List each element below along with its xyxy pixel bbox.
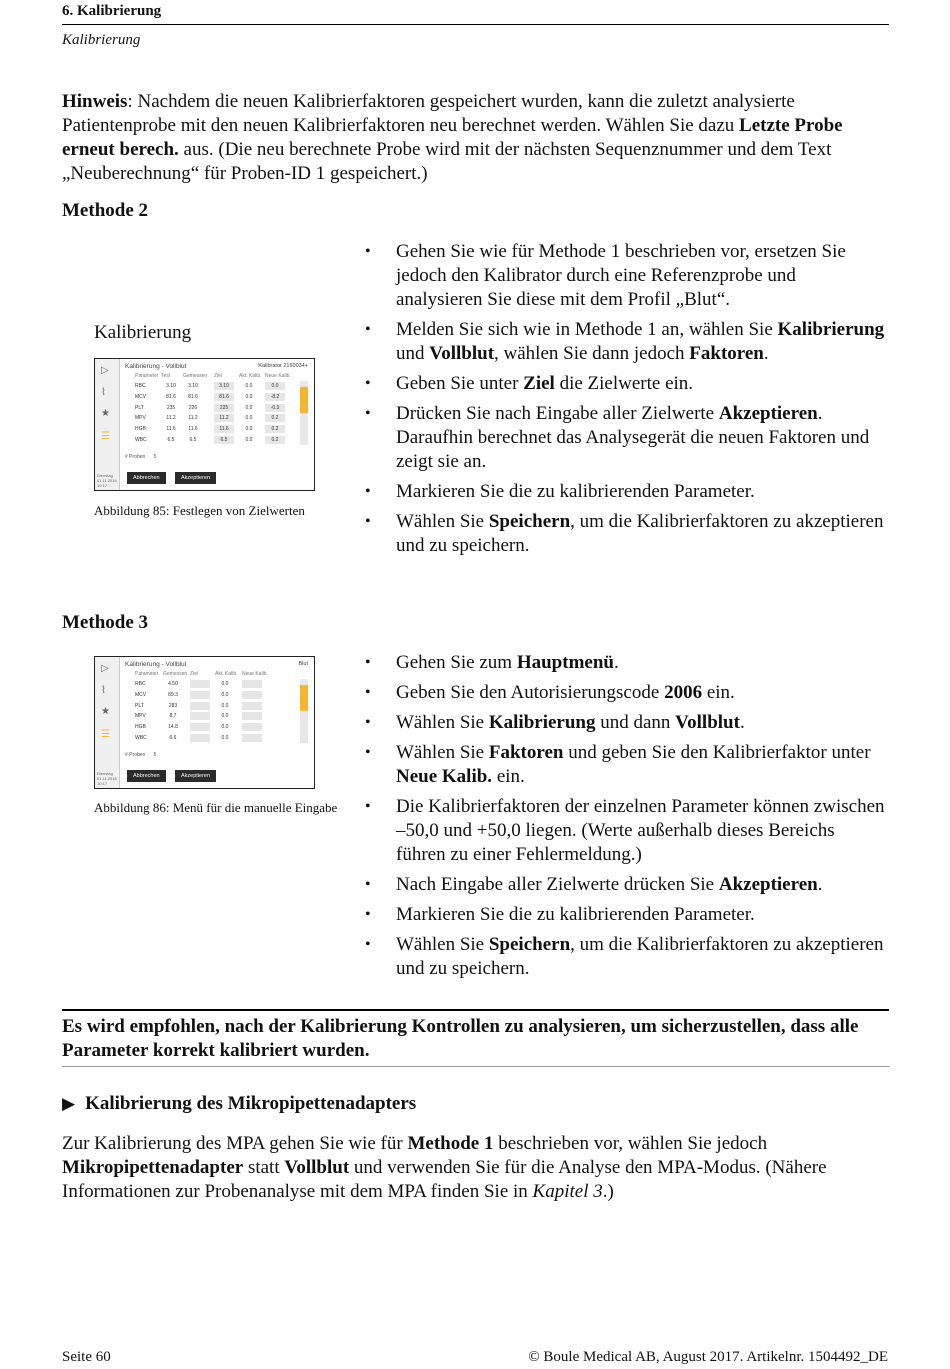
warning-rule-bottom: [62, 1066, 889, 1067]
param-name: RBC: [135, 681, 146, 687]
method3-heading: Methode 3: [62, 612, 149, 633]
table-cell[interactable]: 0.2: [265, 414, 285, 422]
list-item: • Melden Sie sich wie in Methode 1 an, wählen Sie Kalibrierung und Vollblut, wählen Sie dann jedoch Faktoren.: [365, 318, 885, 366]
section-title: Kalibrierung: [62, 32, 141, 48]
chapter-title: 6. Kalibrierung: [62, 3, 162, 19]
table-cell: 0.0: [245, 437, 253, 443]
param-name: MCV: [135, 691, 147, 698]
table-cell[interactable]: [242, 723, 262, 731]
table-cell: 11.6: [166, 426, 176, 433]
table-cell: 0.0: [245, 426, 253, 433]
sidebar: [95, 657, 120, 788]
calibrator-id: Kalibrator 2160034+: [258, 363, 308, 369]
table-cell: 11.6: [188, 426, 198, 433]
mpa-heading: ▶ Kalibrierung des Mikropipettenadapters: [62, 1093, 417, 1114]
table-cell: 3.10: [166, 383, 176, 389]
page-number: Seite 60: [62, 1349, 111, 1365]
table-cell: 3.10: [188, 383, 198, 389]
column-header: Akt. Kalib.: [215, 671, 238, 677]
calibration-screen-85: [94, 358, 315, 491]
list-item: • Die Kalibrierfaktoren der einzelnen Parameter können zwischen –50,0 und +50,0 liegen. (Werte außerhalb dieses Bereichs führen zu einer Fehlermeldung.): [365, 795, 885, 867]
table-cell[interactable]: 225: [214, 404, 234, 412]
column-header: Ziel: [190, 671, 199, 677]
table-cell[interactable]: 0.2: [265, 436, 285, 444]
profile-name: Blut: [298, 661, 308, 667]
star-icon: ★: [101, 706, 110, 717]
table-cell: 89.3: [168, 691, 178, 698]
table-cell: 14.8: [168, 724, 178, 731]
table-cell[interactable]: [242, 734, 262, 742]
accept-button[interactable]: Akzeptieren: [175, 472, 216, 484]
table-cell[interactable]: [190, 712, 210, 720]
cancel-button[interactable]: Abbrechen: [127, 770, 166, 782]
table-cell: 11.2: [166, 415, 176, 422]
cancel-button[interactable]: Abbrechen: [127, 472, 166, 484]
table-cell: 81.6: [166, 393, 176, 400]
menu-icon: ☰: [101, 729, 110, 740]
screen-title: Kalibrierung - Vollblut: [125, 363, 187, 370]
scroll-thumb[interactable]: [300, 685, 308, 711]
clock: Dienstag 01.11.2016 10:17: [97, 473, 117, 488]
table-cell: 0.0: [221, 724, 229, 731]
menu-icon: ☰: [101, 431, 110, 442]
table-cell[interactable]: -8.2: [265, 393, 285, 401]
table-cell: 0.0: [221, 681, 229, 687]
play-icon: ▷: [101, 663, 109, 674]
list-item: • Wählen Sie Faktoren und geben Sie den Kalibrierfaktor unter Neue Kalib. ein.: [365, 741, 885, 789]
table-cell: 235: [166, 404, 176, 411]
note-label: Hinweis: [62, 91, 128, 112]
header-rule: [62, 24, 889, 25]
column-header: Gemessen: [163, 671, 188, 677]
triangle-right-icon: ▶: [62, 1094, 76, 1113]
list-item: • Wählen Sie Speichern, um die Kalibrierfaktoren zu akzeptieren und zu speichern.: [365, 510, 885, 558]
figure-label: Kalibrierung: [94, 322, 192, 343]
table-cell: 6.5: [167, 437, 175, 443]
param-name: MPV: [135, 415, 146, 422]
warning-rule-top: [62, 1009, 889, 1011]
play-icon: ▷: [101, 365, 109, 376]
scroll-thumb[interactable]: [300, 387, 308, 413]
table-cell[interactable]: 0.0: [265, 382, 285, 390]
chart-icon: ⌇: [101, 685, 106, 696]
param-name: PLT: [135, 702, 144, 709]
figure-caption: Abbildung 86: Menü für die manuelle Eingabe: [94, 800, 338, 815]
clock: Dienstag 01.11.2016 10:17: [97, 771, 117, 786]
star-icon: ★: [101, 408, 110, 419]
table-cell: 0.0: [221, 735, 229, 741]
table-cell: 6.5: [189, 437, 197, 443]
table-cell: 0.0: [245, 415, 253, 422]
method2-heading: Methode 2: [62, 200, 149, 221]
list-item: • Wählen Sie Kalibrierung und dann Vollblut.: [365, 711, 885, 735]
table-cell[interactable]: [242, 680, 262, 688]
mpa-paragraph: Zur Kalibrierung des MPA gehen Sie wie für Methode 1 beschrieben vor, wählen Sie jedoch Mikropipettenadapter statt Vollblut und verwenden Sie für die Analyse den MPA-Modus. (Nähere Informationen zur Probenanalyse mit dem MPA finden Sie in Kapitel 3.): [62, 1133, 827, 1202]
chart-icon: ⌇: [101, 387, 106, 398]
table-cell[interactable]: 81.6: [214, 393, 234, 401]
param-name: HGB: [135, 724, 146, 731]
table-cell: 0.0: [245, 404, 253, 411]
list-item: • Geben Sie den Autorisierungscode 2006 ein.: [365, 681, 885, 705]
calibration-screen-86: [94, 656, 315, 789]
scrollbar[interactable]: [300, 381, 308, 445]
table-cell: 283: [168, 702, 178, 709]
table-cell: 81.6: [188, 393, 198, 400]
proben-count: # Proben 5: [125, 454, 157, 460]
param-name: WBC: [135, 437, 147, 443]
param-name: PLT: [135, 404, 144, 411]
table-cell[interactable]: 11.2: [214, 414, 234, 422]
table-cell: 8.7: [169, 713, 177, 720]
param-name: WBC: [135, 735, 147, 741]
table-cell[interactable]: [242, 691, 262, 699]
method2-steps: [365, 240, 885, 564]
param-name: HGB: [135, 426, 146, 433]
column-header: Neue Kalib.: [265, 373, 291, 379]
column-header: Test: [161, 373, 171, 379]
param-name: MPV: [135, 713, 146, 720]
table-cell: 0.0: [245, 393, 253, 400]
warning-text: Es wird empfohlen, nach der Kalibrierung Kontrollen zu analysieren, um sicherzustellen, dass alle Parameter korrekt kalibriert wurden.: [62, 1016, 859, 1061]
table-cell[interactable]: 6.5: [214, 436, 234, 444]
figure-caption: Abbildung 85: Festlegen von Zielwerten: [94, 503, 305, 518]
table-cell: 6.6: [169, 735, 177, 741]
copyright: © Boule Medical AB, August 2017. Artikelnr. 1504492_DE: [528, 1349, 888, 1365]
column-header: Ziel: [214, 373, 223, 379]
table-cell[interactable]: [242, 702, 262, 710]
screen-title: Kalibrierung - Vollblut: [125, 661, 187, 668]
table-cell[interactable]: [190, 734, 210, 742]
table-cell[interactable]: [190, 702, 210, 710]
list-item: • Gehen Sie wie für Methode 1 beschrieben vor, ersetzen Sie jedoch den Kalibrator durch eine Referenzprobe und analysieren Sie diese mit dem Profil „Blut“.: [365, 240, 885, 312]
table-cell: 11.2: [188, 415, 198, 422]
method3-steps: [365, 651, 885, 987]
list-item: • Nach Eingabe aller Zielwerte drücken Sie Akzeptieren.: [365, 873, 885, 897]
table-cell: 226: [188, 404, 198, 411]
table-cell[interactable]: 0.2: [265, 425, 285, 433]
table-cell[interactable]: 3.10: [214, 382, 234, 390]
proben-count: # Proben 5: [125, 752, 157, 758]
scrollbar[interactable]: [300, 679, 308, 743]
list-item: • Gehen Sie zum Hauptmenü.: [365, 651, 885, 675]
table-cell[interactable]: [242, 712, 262, 720]
column-header: Akt. Kalib.: [239, 373, 262, 379]
table-cell[interactable]: -0.3: [265, 404, 285, 412]
sidebar: [95, 359, 120, 490]
column-header: Gemessen: [183, 373, 208, 379]
column-header: Parameter: [135, 373, 159, 379]
table-cell[interactable]: [190, 691, 210, 699]
param-name: MCV: [135, 393, 147, 400]
table-cell[interactable]: [190, 680, 210, 688]
column-header: Neue Kalib.: [242, 671, 268, 677]
list-item: • Geben Sie unter Ziel die Zielwerte ein.: [365, 372, 885, 396]
table-cell: 4.50: [168, 681, 178, 687]
param-name: RBC: [135, 383, 146, 389]
list-item: • Drücken Sie nach Eingabe aller Zielwerte Akzeptieren. Daraufhin berechnet das Analysegerät die neuen Faktoren und zeigt sie an.: [365, 402, 885, 474]
list-item: • Wählen Sie Speichern, um die Kalibrierfaktoren zu akzeptieren und zu speichern.: [365, 933, 885, 981]
table-cell: 0.0: [221, 702, 229, 709]
accept-button[interactable]: Akzeptieren: [175, 770, 216, 782]
note-paragraph: Hinweis: Nachdem die neuen Kalibrierfaktoren gespeichert wurden, kann die zuletzt analysierte Patientenprobe mit den neuen Kalibrierfaktoren neu berechnet werden. Wählen Sie dazu Letzte Probe erneut berech. aus. (Die neu berechnete Probe wird mit der nächsten Sequenznummer und dem Text „Neuberechnung“ für Proben-ID 1 gespeichert.): [62, 91, 843, 184]
table-cell: 0.0: [221, 691, 229, 698]
table-cell: 0.0: [245, 383, 253, 389]
list-item: • Markieren Sie die zu kalibrierenden Parameter.: [365, 903, 885, 927]
table-cell[interactable]: 11.6: [214, 425, 234, 433]
table-cell: 0.0: [221, 713, 229, 720]
list-item: • Markieren Sie die zu kalibrierenden Parameter.: [365, 480, 885, 504]
table-cell[interactable]: [190, 723, 210, 731]
column-header: Parameter: [135, 671, 159, 677]
